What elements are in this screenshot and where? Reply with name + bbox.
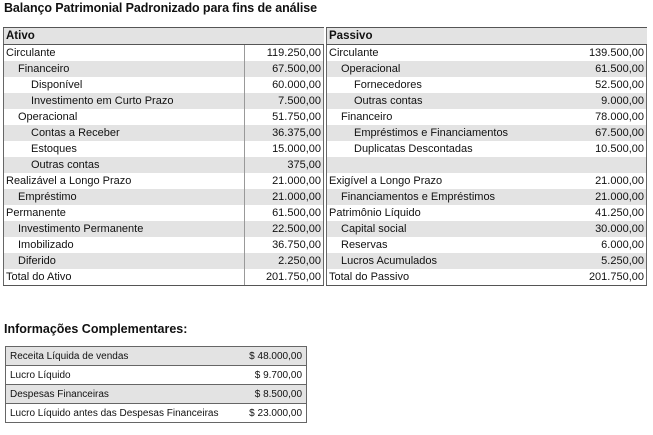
row-value: 36.750,00	[245, 237, 324, 253]
table-row	[4, 173, 324, 189]
table-row	[4, 61, 324, 77]
table-row	[327, 141, 647, 157]
row-label: Lucros Acumulados	[327, 253, 569, 269]
passivo-header-row	[327, 28, 647, 45]
row-value: 6.000,00	[568, 237, 647, 253]
table-row	[327, 61, 647, 77]
table-row	[327, 125, 647, 141]
table-row	[4, 189, 324, 205]
table-row	[4, 141, 324, 157]
table-row	[6, 385, 307, 404]
row-value: 61.500,00	[245, 205, 324, 221]
row-value: 2.250,00	[245, 253, 324, 269]
info-value: $ 48.000,00	[240, 347, 306, 366]
table-row	[327, 93, 647, 109]
table-row	[4, 205, 324, 221]
row-label: Fornecedores	[327, 77, 569, 93]
table-row	[4, 77, 324, 93]
table-row	[4, 221, 324, 237]
row-label: Circulante	[4, 45, 245, 62]
row-label: Capital social	[327, 221, 569, 237]
row-label: Financeiro	[4, 61, 245, 77]
row-value: 41.250,00	[568, 205, 647, 221]
row-label: Financiamentos e Empréstimos	[327, 189, 569, 205]
row-label: Financeiro	[327, 109, 569, 125]
table-row	[327, 45, 647, 62]
info-title: Informações Complementares:	[4, 322, 188, 336]
row-value: 21.000,00	[245, 173, 324, 189]
row-label: Imobilizado	[4, 237, 245, 253]
row-label: Operacional	[327, 61, 569, 77]
table-row	[4, 109, 324, 125]
table-row	[4, 125, 324, 141]
row-label: Empréstimos e Financiamentos	[327, 125, 569, 141]
total-value: 201.750,00	[568, 269, 647, 286]
table-row	[6, 347, 307, 366]
table-row	[327, 253, 647, 269]
row-value: 67.500,00	[245, 61, 324, 77]
row-value: 7.500,00	[245, 93, 324, 109]
total-label: Total do Ativo	[4, 269, 245, 286]
info-table	[5, 346, 307, 423]
table-row	[327, 189, 647, 205]
row-value: 21.000,00	[245, 189, 324, 205]
total-value: 201.750,00	[245, 269, 324, 286]
row-value: 36.375,00	[245, 125, 324, 141]
ativo-table	[3, 27, 324, 286]
info-value: $ 9.700,00	[240, 366, 306, 385]
total-row	[327, 269, 647, 286]
row-value: 78.000,00	[568, 109, 647, 125]
table-row	[327, 157, 647, 173]
row-value: 21.000,00	[568, 189, 647, 205]
info-label: Lucro Líquido	[6, 366, 241, 385]
table-row	[327, 237, 647, 253]
table-row	[6, 404, 307, 423]
total-label: Total do Passivo	[327, 269, 569, 286]
row-label: Investimento Permanente	[4, 221, 245, 237]
row-value: 21.000,00	[568, 173, 647, 189]
row-value: 5.250,00	[568, 253, 647, 269]
row-value	[568, 157, 647, 173]
table-row	[327, 77, 647, 93]
row-value: 9.000,00	[568, 93, 647, 109]
passivo-header: Passivo	[327, 28, 647, 45]
row-label: Empréstimo	[4, 189, 245, 205]
row-label: Realizável a Longo Prazo	[4, 173, 245, 189]
row-label: Disponível	[4, 77, 245, 93]
row-label: Permanente	[4, 205, 245, 221]
info-label: Lucro Líquido antes das Despesas Financeiras	[6, 404, 241, 423]
row-label: Estoques	[4, 141, 245, 157]
row-label: Outras contas	[327, 93, 569, 109]
row-label: Reservas	[327, 237, 569, 253]
table-row	[327, 221, 647, 237]
row-value: 139.500,00	[568, 45, 647, 62]
info-value: $ 8.500,00	[240, 385, 306, 404]
info-label: Despesas Financeiras	[6, 385, 241, 404]
row-value: 51.750,00	[245, 109, 324, 125]
row-label: Operacional	[4, 109, 245, 125]
row-value: 375,00	[245, 157, 324, 173]
table-row	[4, 237, 324, 253]
row-value: 10.500,00	[568, 141, 647, 157]
table-row	[4, 45, 324, 62]
row-label: Contas a Receber	[4, 125, 245, 141]
table-row	[4, 253, 324, 269]
row-label: Exigível a Longo Prazo	[327, 173, 569, 189]
row-label	[327, 157, 569, 173]
table-row	[327, 205, 647, 221]
page-title: Balanço Patrimonial Padronizado para fins de análise	[4, 1, 317, 15]
row-label: Duplicatas Descontadas	[327, 141, 569, 157]
table-row	[327, 109, 647, 125]
ativo-header: Ativo	[4, 28, 324, 45]
row-value: 52.500,00	[568, 77, 647, 93]
table-row	[6, 366, 307, 385]
info-value: $ 23.000,00	[240, 404, 306, 423]
table-row	[4, 93, 324, 109]
info-label: Receita Líquida de vendas	[6, 347, 241, 366]
row-value: 15.000,00	[245, 141, 324, 157]
row-label: Investimento em Curto Prazo	[4, 93, 245, 109]
ativo-header-row	[4, 28, 324, 45]
table-row	[327, 173, 647, 189]
row-label: Diferido	[4, 253, 245, 269]
row-value: 119.250,00	[245, 45, 324, 62]
row-value: 61.500,00	[568, 61, 647, 77]
table-row	[4, 157, 324, 173]
row-value: 30.000,00	[568, 221, 647, 237]
row-label: Circulante	[327, 45, 569, 62]
row-label: Outras contas	[4, 157, 245, 173]
row-value: 22.500,00	[245, 221, 324, 237]
total-row	[4, 269, 324, 286]
row-value: 67.500,00	[568, 125, 647, 141]
passivo-table	[326, 27, 647, 286]
row-label: Patrimônio Líquido	[327, 205, 569, 221]
row-value: 60.000,00	[245, 77, 324, 93]
